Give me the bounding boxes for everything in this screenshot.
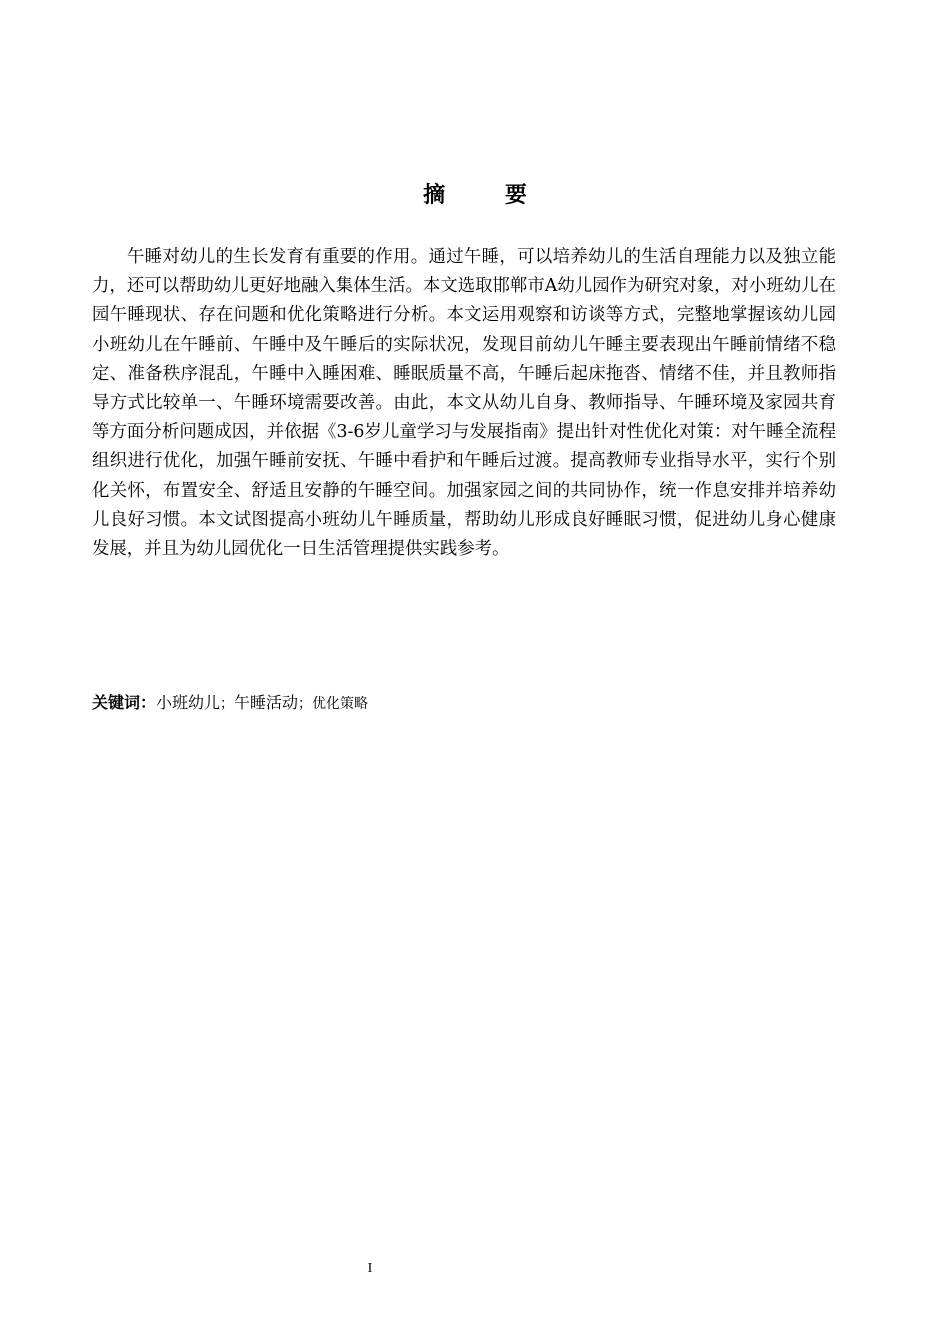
keyword-item: 午睡活动 bbox=[234, 693, 299, 712]
abstract-paragraph: 午睡对幼儿的生长发育有重要的作用。通过午睡，可以培养幼儿的生活自理能力以及独立能力，还可以帮助幼儿更好地融入集体生活。本文选取邯郸市A幼儿园作为研究对象，对小班幼儿在园午睡现状、存在问题和优化策略进行分析。本文运用观察和访谈等方式，完整地掌握该幼儿园小班幼儿在午睡前、午睡中及午睡后的实际状况，发现目前幼儿午睡主要表现出午睡前情绪不稳定、准备秩序混乱，午睡中入睡困难、睡眠质量不高，午睡后起床拖沓、情绪不佳，并且教师指导方式比较单一、午睡环境需要改善。由此，本文从幼儿自身、教师指导、午睡环境及家园共育等方面分析问题成因，并依据《3-6岁儿童学习与发展指南》提出针对性优化对策：对午睡全流程组织进行优化，加强午睡前安抚、午睡中看护和午睡后过渡。提高教师专业指导水平，实行个别化关怀，布置安全、舒适且安静的午睡空间。加强家园之间的共同协作，统一作息安排并培养幼儿良好习惯。本文试图提高小班幼儿午睡质量，帮助幼儿形成良好睡眠习惯，促进幼儿身心健康发展，并且为幼儿园优化一日生活管理提供实践参考。 bbox=[92, 247, 836, 560]
keyword-separator: ； bbox=[220, 696, 235, 712]
keywords-label: 关键词： bbox=[92, 693, 157, 712]
keyword-item: 小班幼儿 bbox=[156, 693, 221, 712]
keywords-line bbox=[92, 691, 836, 716]
keyword-item: 优化策略 bbox=[312, 696, 369, 712]
page-title: 摘 要 bbox=[423, 183, 553, 208]
keyword-separator: ； bbox=[298, 696, 313, 712]
page-number: I bbox=[367, 1261, 373, 1276]
